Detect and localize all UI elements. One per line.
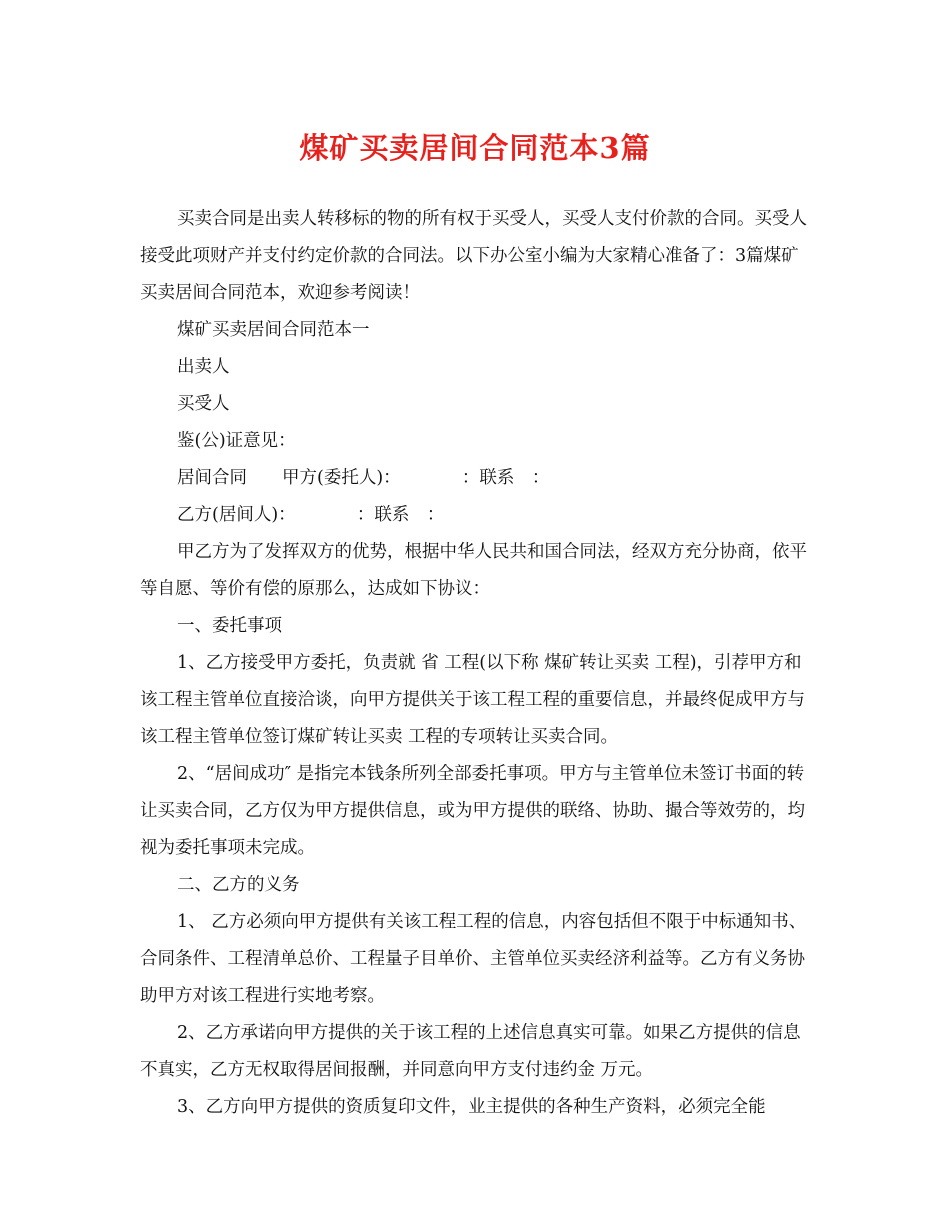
paragraph-seller: 出卖人 xyxy=(177,357,230,377)
document-title: 煤矿买卖居间合同范本3篇 xyxy=(299,131,651,165)
paragraph-preamble: 甲乙方为了发挥双方的优势，根据中华人民共和国合同法，经双方充分协商，依平等自愿、等价有偿的原那么，达成如下协议： xyxy=(140,542,807,599)
section-heading-entrusted-matters: 一、委托事项 xyxy=(177,616,282,636)
paragraph-party-a: 居间合同 甲方(委托人)： ：联系 ： xyxy=(177,468,550,488)
clause-2-1: 1、 乙方必须向甲方提供有关该工程工程的信息，内容包括但不限于中标通知书、合同条件、工程清单总价、工程量子目单价、主管单位买卖经济利益等。乙方有义务协助甲方对该工程进行实地考察。 xyxy=(140,912,807,1006)
section-heading-party-b-obligations: 二、乙方的义务 xyxy=(177,875,300,895)
paragraph-sample-heading: 煤矿买卖居间合同范本一 xyxy=(177,320,370,340)
paragraph-intro: 买卖合同是出卖人转移标的物的所有权于买受人，买受人支付价款的合同。买受人接受此项财产并支付约定价款的合同法。以下办公室小编为大家精心准备了：3篇煤矿买卖居间合同范本，欢迎参考阅读！ xyxy=(140,209,807,303)
clause-1-2: 2、“居间成功″ 是指完本钱条所列全部委托事项。甲方与主管单位未签订书面的转让买卖合同，乙方仅为甲方提供信息，或为甲方提供的联络、协助、撮合等效劳的，均视为委托事项未完成。 xyxy=(140,764,805,858)
paragraph-notary-opinion: 鉴(公)证意见： xyxy=(177,431,296,451)
clause-1-1: 1、乙方接受甲方委托，负责就 省 工程(以下称 煤矿转让买卖 工程)，引荐甲方和该工程主管单位直接洽谈，向甲方提供关于该工程工程的重要信息，并最终促成甲方与该工程主管单位签订煤矿转让买卖 工程的专项转让买卖合同。 xyxy=(140,653,805,747)
document-body xyxy=(140,201,812,1126)
paragraph-buyer: 买受人 xyxy=(177,394,230,414)
clause-2-3: 3、乙方向甲方提供的资质复印文件，业主提供的各种生产资料，必须完全能 xyxy=(177,1097,766,1117)
paragraph-party-b: 乙方(居间人)： ：联系 ： xyxy=(177,505,445,525)
clause-2-2: 2、乙方承诺向甲方提供的关于该工程的上述信息真实可靠。如果乙方提供的信息不真实，乙方无权取得居间报酬，并同意向甲方支付违约金 万元。 xyxy=(140,1023,801,1080)
